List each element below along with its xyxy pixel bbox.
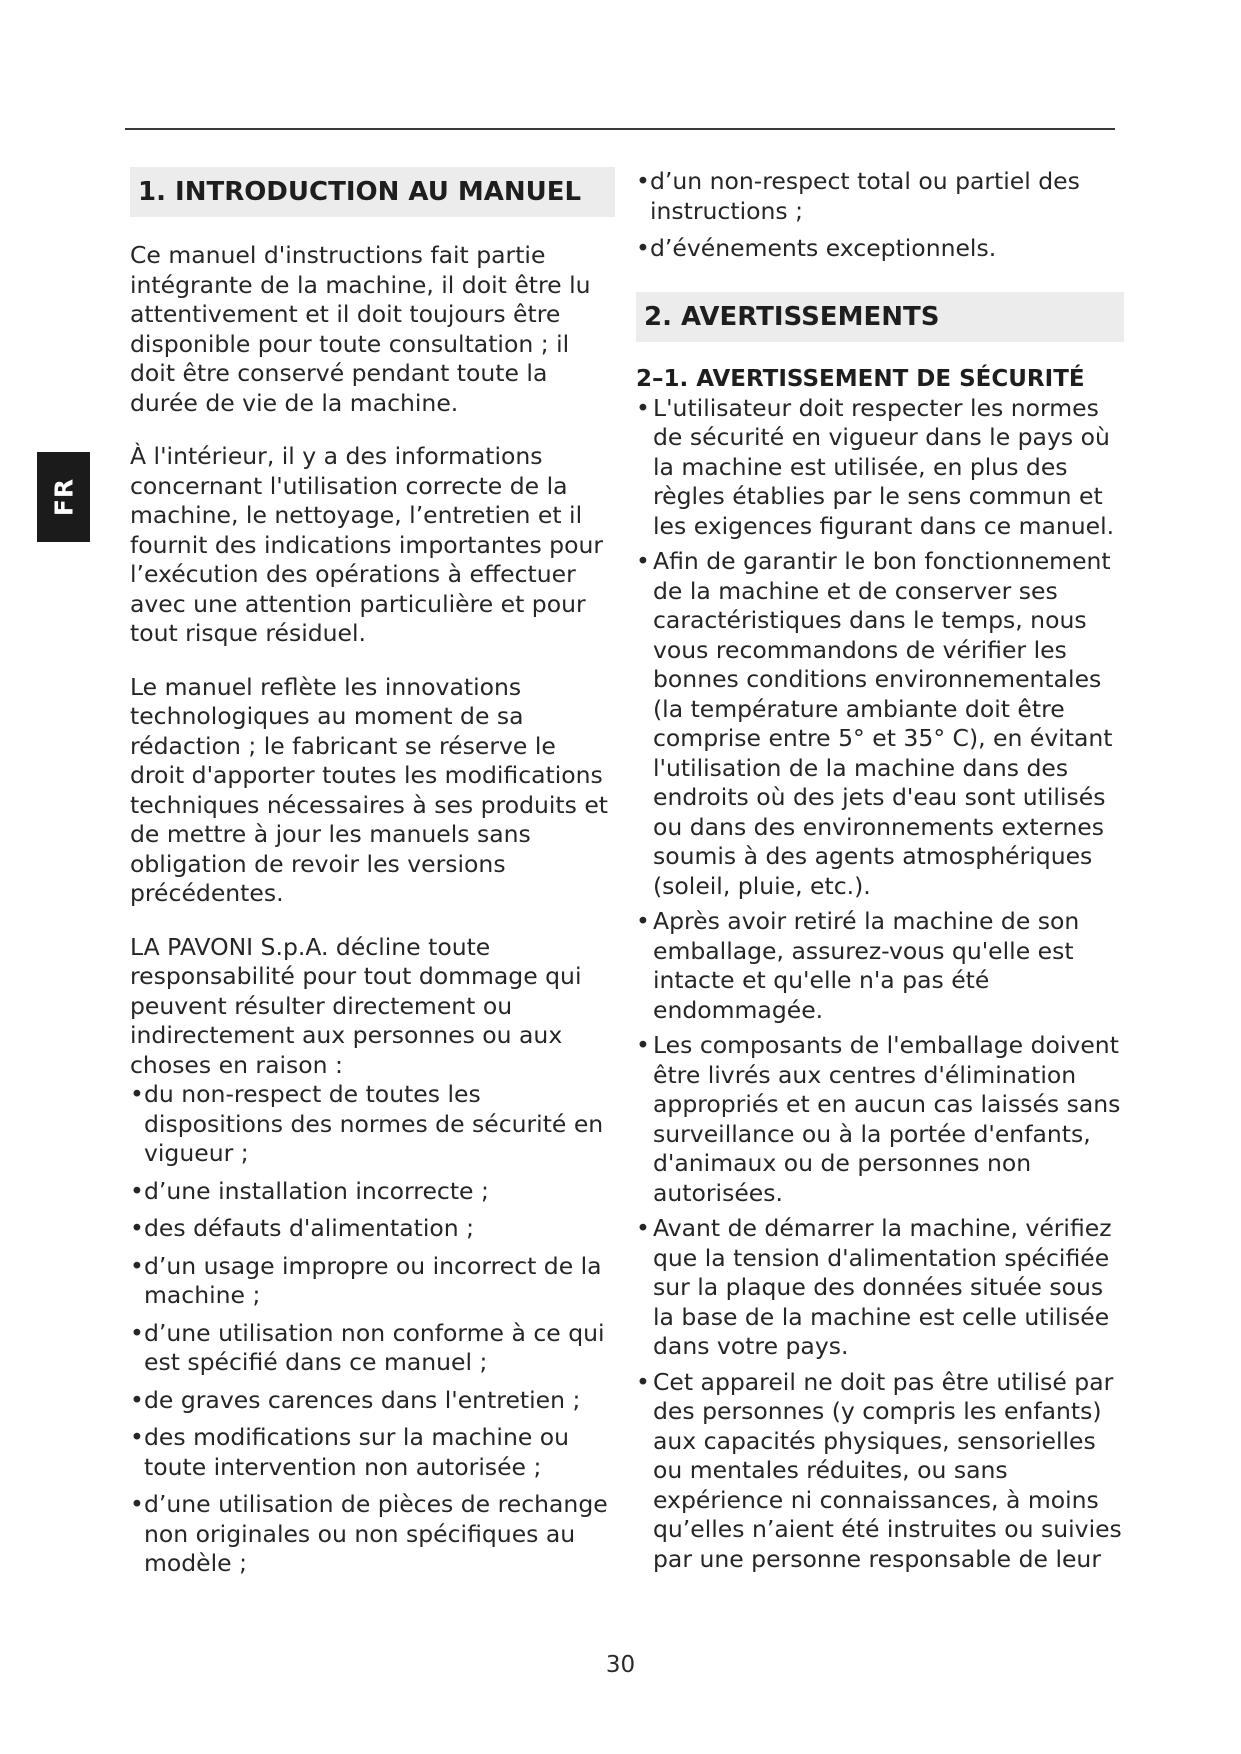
right-column [636,167,1124,1580]
section-heading-introduction: 1. INTRODUCTION AU MANUEL [130,167,615,217]
list-item: • Les composants de l'emballage doivent être livrés aux centres d'élimination appropriés et en aucun cas laissés sans surveillance ou à la portée d'enfants, d'animaux ou de personnes non autorisées. [636,1031,1121,1207]
intro-paragraph-1: Ce manuel d'instructions fait partie intégrante de la machine, il doit être lu attentivement et il doit toujours être disponible pour toute consultation ; il doit être conservé pendant toute la durée de vie de la machine. [130,241,591,417]
intro-paragraph-3: Le manuel reflète les innovations technologiques au moment de sa rédaction ; le fabricant se réserve le droit d'apporter toutes les modifications techniques nécessaires à ses produits et de mettre à jour les manuels sans obligation de revoir les versions précédentes. [130,672,609,907]
left-column [130,167,615,1587]
liability-list [130,1080,615,1579]
list-item: • d’un usage impropre ou incorrect de la machine ; [130,1251,602,1309]
header-rule [125,128,1115,130]
list-item: • d’une installation incorrecte ; [130,1176,489,1205]
list-item: • du non-respect de toutes les dispositions des normes de sécurité en vigueur ; [130,1080,604,1167]
language-tab [37,452,90,542]
list-item: • Cet appareil ne doit pas être utilisé par des personnes (y compris les enfants) aux capacités physiques, sensorielles ou mentales réduites, ou sans expérience ni connaissances, à moins qu’elles n’aient été instruites ou suivies par une personne responsable de leur [636,1367,1122,1573]
list-item: • d’une utilisation non conforme à ce qui est spécifié dans ce manuel ; [130,1318,605,1376]
list-item: • d’une utilisation de pièces de rechange non originales ou non spécifiques au modèle ; [130,1490,608,1577]
page-number: 30 [605,1652,636,1678]
list-item: • d’un non-respect total ou partiel des instructions ; [636,167,1080,225]
list-item: • Avant de démarrer la machine, vérifiez que la tension d'alimentation spécifiée sur la plaque des données située sous la base de la machine est celle utilisée dans votre pays. [636,1214,1112,1360]
intro-paragraph-4: LA PAVONI S.p.A. décline toute responsabilité pour tout dommage qui peuvent résulter directement ou indirectement aux personnes ou aux choses en raison : [130,932,582,1079]
list-item: • des défauts d'alimentation ; [130,1214,475,1242]
language-tab-label: FR [49,477,78,517]
subheading-safety-warning: 2–1. AVERTISSEMENT DE SÉCURITÉ [636,365,1085,392]
list-item: • Après avoir retiré la machine de son emballage, assurez-vous qu'elle est intacte et qu'elle n'a pas été endommagée. [636,907,1080,1024]
section-heading-warnings: 2. AVERTISSEMENTS [636,292,1124,342]
safety-warning-list [636,394,1124,1575]
list-item: • d’événements exceptionnels. [636,234,997,262]
liability-list-continued [636,167,1124,264]
list-item: • des modifications sur la machine ou toute intervention non autorisée ; [130,1423,570,1481]
list-item: • L'utilisateur doit respecter les normes de sécurité en vigueur dans le pays où la machine est utilisée, en plus des règles établies par le sens commun et les exigences figurant dans ce manuel. [636,393,1115,540]
list-item: • Afin de garantir le bon fonctionnement de la machine et de conserver ses caractéristiques dans le temps, nous vous recommandons de vérifier les bonnes conditions environnementales (la température ambiante doit être comprise entre 5° et 35° C), en évitant l'utilisation de la machine dans des endroits où des jets d'eau sont utilisés ou dans des environnements externes soumis à des agents atmosphériques (soleil, pluie, etc.). [636,547,1113,900]
list-item: • de graves carences dans l'entretien ; [130,1385,581,1414]
intro-paragraph-2: À l'intérieur, il y a des informations concernant l'utilisation correcte de la machine, le nettoyage, l’entretien et il fournit des indications importantes pour l’exécution des opérations à effectuer avec une attention particulière et pour tout risque résiduel. [130,442,604,647]
